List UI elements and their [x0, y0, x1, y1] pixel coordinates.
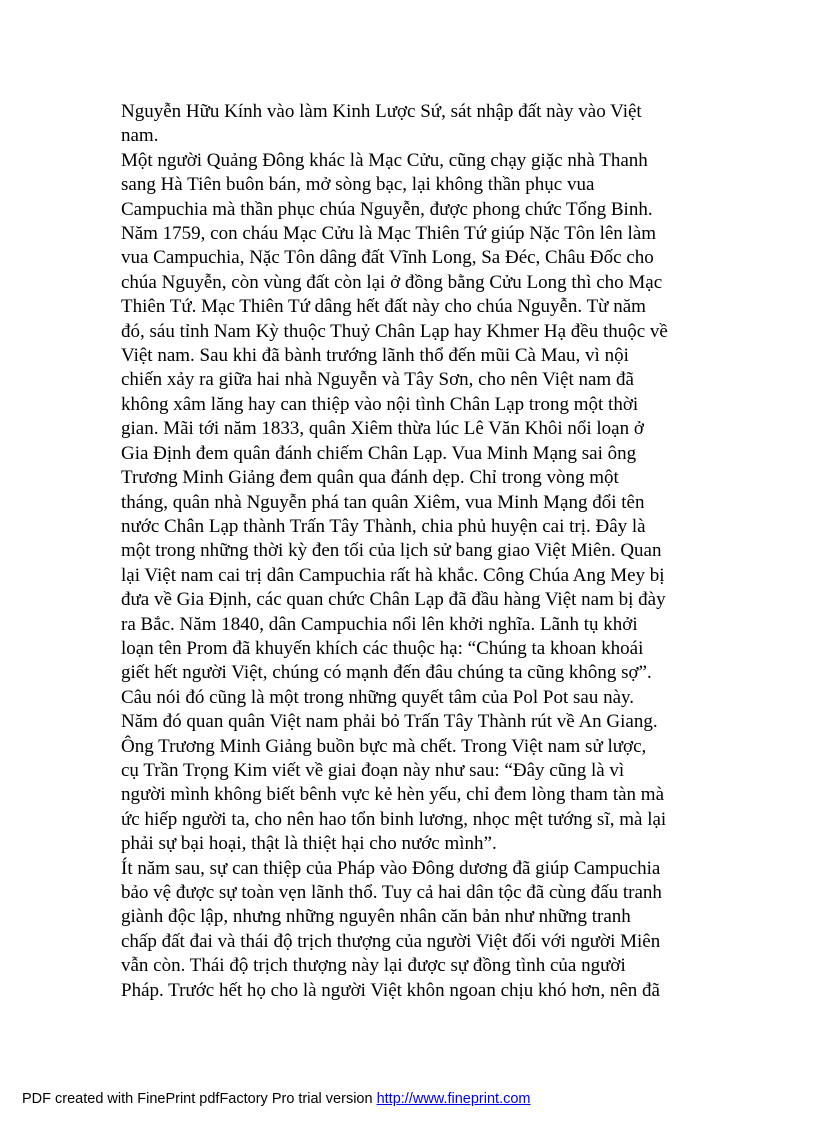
text-line: ra Bắc. Năm 1840, dân Campuchia nổi lên khởi nghĩa. Lãnh tụ khởi — [121, 613, 638, 635]
text-line: vẫn còn. Thái độ trịch thượng này lại được sự đồng tình của người — [121, 955, 626, 977]
text-line: Ít năm sau, sự can thiệp của Pháp vào Đông dương đã giúp Campuchia — [121, 857, 661, 879]
text-line: chiến xảy ra giữa hai nhà Nguyễn và Tây Sơn, cho nên Việt nam đã — [121, 369, 634, 391]
text-line: chấp đất đai và thái độ trịch thượng của người Việt đối với người Miên — [121, 930, 661, 952]
text-line: loạn tên Prom đã khuyến khích các thuộc hạ: “Chúng ta khoan khoái — [121, 637, 644, 659]
pdf-footer — [22, 1091, 531, 1107]
text-line: đưa về Gia Định, các quan chức Chân Lạp đã đầu hàng Việt nam bị đày — [121, 589, 666, 611]
footer-text: PDF created with FinePrint pdfFactory Pro trial version — [22, 1091, 377, 1107]
text-line: vua Campuchia, Nặc Tôn dâng đất Vĩnh Long, Sa Đéc, Châu Đốc cho — [121, 247, 654, 269]
text-line: giết hết người Việt, chúng có mạnh đến đâu chúng ta cũng không sợ”. — [121, 662, 652, 684]
text-line: ức hiếp người ta, cho nên hao tổn binh lương, nhọc mệt tướng sĩ, mà lại — [121, 808, 667, 830]
text-line: Năm 1759, con cháu Mạc Cửu là Mạc Thiên Tứ giúp Nặc Tôn lên làm — [121, 223, 657, 245]
text-line: cụ Trần Trọng Kim viết về giai đoạn này như sau: “Đây cũng là vì — [121, 759, 625, 781]
text-line: không xâm lăng hay can thiệp vào nội tình Chân Lạp trong một thời — [121, 393, 639, 415]
text-line: giành độc lập, nhưng những nguyên nhân căn bản như những tranh — [121, 906, 631, 928]
text-line: Một người Quảng Đông khác là Mạc Cửu, cũng chạy giặc nhà Thanh — [121, 149, 648, 171]
text-line: tháng, quân nhà Nguyễn phá tan quân Xiêm, vua Minh Mạng đổi tên — [121, 491, 645, 513]
text-line: người mình không biết bênh vực kẻ hèn yếu, chỉ đem lòng tham tàn mà — [121, 784, 665, 806]
text-line: đó, sáu tỉnh Nam Kỳ thuộc Thuỷ Chân Lạp hay Khmer Hạ đều thuộc về — [121, 320, 668, 342]
text-line: Campuchia mà thần phục chúa Nguyễn, được phong chức Tổng Binh. — [121, 198, 653, 220]
text-line: phải sự bại hoại, thật là thiệt hại cho nước mình”. — [121, 833, 497, 855]
text-line: nam. — [121, 125, 159, 147]
text-line: Pháp. Trước hết họ cho là người Việt khôn ngoan chịu khó hơn, nên đã — [121, 979, 660, 1001]
footer-link[interactable]: http://www.fineprint.com — [376, 1091, 531, 1107]
text-line: bảo vệ được sự toàn vẹn lãnh thổ. Tuy cả hai dân tộc đã cùng đấu tranh — [121, 882, 662, 903]
text-line: Câu nói đó cũng là một trong những quyết tâm của Pol Pot sau này. — [121, 686, 635, 708]
text-line: Việt nam. Sau khi đã bành trướng lãnh thổ đến mũi Cà Mau, vì nội — [121, 345, 629, 367]
text-line: Năm đó quan quân Việt nam phải bỏ Trấn Tây Thành rút về An Giang. — [121, 711, 658, 733]
text-line: Ông Trương Minh Giảng buồn bực mà chết. Trong Việt nam sử lược, — [121, 735, 647, 757]
text-line: chúa Nguyễn, còn vùng đất còn lại ở đồng bằng Cửu Long thì cho Mạc — [121, 271, 663, 293]
text-line: sang Hà Tiên buôn bán, mở sòng bạc, lại không thần phục vua — [121, 174, 595, 196]
document-body — [121, 100, 721, 1003]
text-line: Nguyễn Hữu Kính vào làm Kinh Lược Sứ, sát nhập đất này vào Việt — [121, 101, 642, 122]
text-line: Gia Định đem quân đánh chiếm Chân Lạp. Vua Minh Mạng sai ông — [121, 442, 637, 464]
text-line: một trong những thời kỳ đen tối của lịch sử bang giao Việt Miên. Quan — [121, 540, 662, 562]
text-line: lại Việt nam cai trị dân Campuchia rất hà khắc. Công Chúa Ang Mey bị — [121, 564, 665, 586]
text-line: Trương Minh Giảng đem quân qua đánh dẹp. Chỉ trong vòng một — [121, 467, 619, 489]
text-line: nước Chân Lạp thành Trấn Tây Thành, chia phủ huyện cai trị. Đây là — [121, 515, 646, 537]
text-line: Thiên Tứ. Mạc Thiên Tứ dâng hết đất này cho chúa Nguyễn. Từ năm — [121, 296, 646, 318]
text-line: gian. Mãi tới năm 1833, quân Xiêm thừa lúc Lê Văn Khôi nổi loạn ở — [121, 418, 644, 440]
